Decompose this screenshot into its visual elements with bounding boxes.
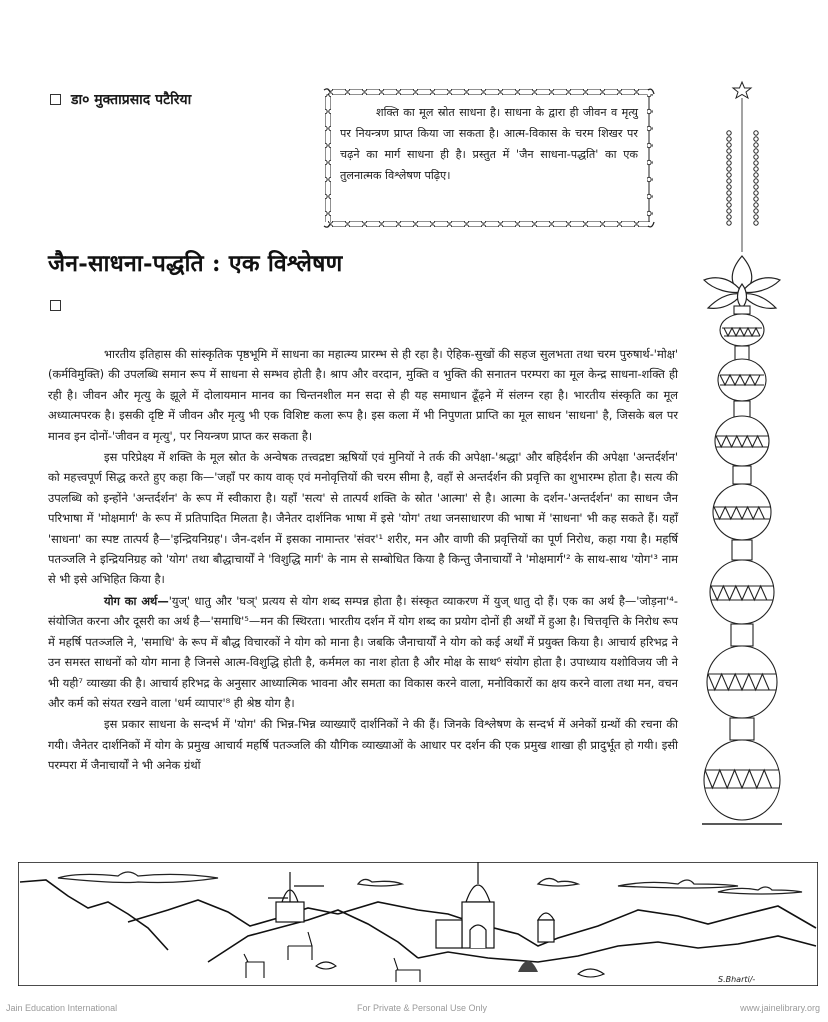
- leaf-crown-icon: [704, 256, 780, 308]
- page-footer: [0, 1003, 828, 1019]
- article-body: [48, 344, 678, 777]
- paragraph-text: भारतीय इतिहास की सांस्कृतिक पृष्ठभूमि में साधना का महात्म्य प्रारम्भ से ही रहा है। ऐहिक-सुखों की सहज सुलभता तथा चरम पुरुषार्थ-'मोक्ष' (कर्मविमुक्ति) की उपलब्धि समान रूप में साधना से सम्भव होती है। श्राप और वरदान, मुक्ति व भुक्ति की सनातन परम्परा का मूल केन्द्र साधना-शक्ति ही रही है। जीवन और मृत्यु के झूले में दोलायमान मानव का चिन्तनशील मन सदा से ही यह समाधान ढूँढ़ने में संलग्न रहा है। भारतीय संस्कृति का मूल अध्यात्मपरक है। इसकी दृष्टि में जीवन और मृत्यु भी एक विशिष्ट कला रूप है। इस कला में भी निपुणता प्राप्ति का मूल साधन 'साधना' है, जिसके बल पर मानव इन दोनों-'जीवन व मृत्यु', पर नियन्त्रण प्राप्त कर सकता है।: [48, 347, 678, 443]
- footer-website-link[interactable]: www.jainelibrary.org: [740, 1003, 820, 1013]
- kalash-column-illustration: [700, 80, 828, 870]
- paragraph-text: इस प्रकार साधना के सन्दर्भ में 'योग' की भिन्न-भिन्न व्याख्याएँ दार्शनिकों ने की हैं। जिनके विश्लेषण के सन्दर्भ में अनेकों ग्रन्थों की रचना की गयी। जैनेतर दार्शनिकों में योग के प्रमुख आचार्य महर्षि पतञ्जलि की यौगिक व्याख्याओं के आधार पर दर्शन की एक प्रमुख शाखा ही प्रादुर्भूत हो गयी। इसी परम्परा में जैनाचार्यों ने भी अनेक ग्रंथों: [48, 717, 678, 773]
- abstract-text: शक्ति का मूल स्रोत साधना है। साधना के द्वारा ही जीवन व मृत्यु पर नियन्त्रण प्राप्त किया जा सकता है। आत्म-विकास के चरम शिखर पर चढ़ने का मार्ग साधना ही है। प्रस्तुत में 'जैन साधना-पद्धति' का एक तुलनात्मक विश्लेषण पढ़िए।: [340, 106, 638, 182]
- paragraph: [48, 344, 678, 446]
- author-name: डा० मुक्ताप्रसाद पटैरिया: [71, 92, 192, 108]
- star-icon: [733, 82, 751, 98]
- section-lead: योग का अर्थ—: [104, 593, 169, 608]
- paragraph: [48, 591, 678, 713]
- footer-usage-note: For Private & Personal Use Only: [357, 1003, 488, 1013]
- article-title: जैन-साधना-पद्धति : एक विश्लेषण: [48, 250, 343, 277]
- paragraph-text: इस परिप्रेक्ष्य में शक्ति के मूल स्रोत के अन्वेषक तत्त्वद्रष्टा ऋषियों एवं मुनियों ने तर्क की अपेक्षा-'श्रद्धा' और बहिर्दर्शन की अपेक्षा 'अन्तर्दर्शन' को महत्त्वपूर्ण सिद्ध करते हुए कहा कि—'जहाँ पर काय वाक् एवं मनोवृत्तियों की चरम सीमा है, वहाँ से अन्तर्दर्शन की प्रवृत्ति का शुभारम्भ होता है। सत्य की उपलब्धि को इन्होंने 'अन्तर्दर्शन' के रूप में स्वीकारा है। यहाँ 'सत्य' से तात्पर्य शक्ति के स्रोत 'आत्मा' से है। आत्मा के दर्शन-'अन्तर्दर्शन' का साधन जैन परिभाषा में 'मोक्षमार्ग' के रूप में प्रतिपादित मिलता है। जैनेतर दार्शनिक भाषा में इसे 'योग' तथा जनसाधारण की भाषा में 'साधना' भी कह सकते हैं। यहाँ 'साधना' का स्पष्ट तात्पर्य है—'इन्द्रियनिग्रह'। जैन-दर्शन में इसका नामान्तर 'संवर'¹ शरीर, मन और वाणी की प्रवृत्तियों का पूर्ण निरोध, कहा गया है। महर्षि पतञ्जलि ने इन्द्रियनिग्रह को 'योग' तथा बौद्धाचार्यों ने 'विशुद्धि मार्ग' के नाम से सम्बोधित किया है किन्तु जैनाचार्यों ने 'मोक्षमार्ग'² के साथ-साथ 'योग'³ नाम से भी इसे अभिहित किया है।: [48, 450, 678, 587]
- artist-signature: S.Bharti/-: [718, 975, 756, 984]
- bead-string-icon: [727, 131, 758, 225]
- abstract-box: [322, 86, 656, 230]
- square-bullet-icon: [50, 94, 61, 105]
- stacked-pots-icon: [702, 306, 782, 824]
- landscape-illustration: [18, 862, 818, 986]
- footer-publisher: Jain Education International: [6, 1003, 118, 1013]
- paragraph: [48, 447, 678, 590]
- square-bullet-icon: [50, 300, 61, 311]
- paragraph: [48, 714, 678, 775]
- paragraph-text: 'युज्' धातु और 'घञ्' प्रत्यय से योग शब्द सम्पन्न होता है। संस्कृत व्याकरण में युज् धातु दो हैं। एक का अर्थ है—'जोड़ना'⁴-संयोजित करना और दूसरी का अर्थ है—'समाधि'⁵—मन की स्थिरता। भारतीय दर्शन में योग शब्द का प्रयोग दोनों ही अर्थों में हुआ है। चित्तवृत्ति के निरोध रूप में महर्षि पतञ्जलि ने, 'समाधि' के रूप में बौद्ध विचारकों ने योग को माना है। जबकि जैनाचार्यों ने योग को कई अर्थों में प्रयुक्त किया है। आचार्य हरिभद्र ने उन समस्त साधनों को योग माना है जिनसे आत्म-विशुद्धि होती है, कर्ममल का नाश होता है और मोक्ष के साथ⁶ संयोग होता है। उपाध्याय यशोविजय जी ने भी यही⁷ व्याख्या की है। आचार्य हरिभद्र के अनुसार आध्यात्मिक भावना और समता का विकास करने वाला, मनोविकारों का क्षय करने वाला तथा मन, वचन और कर्म को संयत रखने वाला 'धर्म व्यापार'⁸ ही श्रेष्ठ योग है।: [48, 593, 678, 710]
- author-line: [50, 90, 191, 109]
